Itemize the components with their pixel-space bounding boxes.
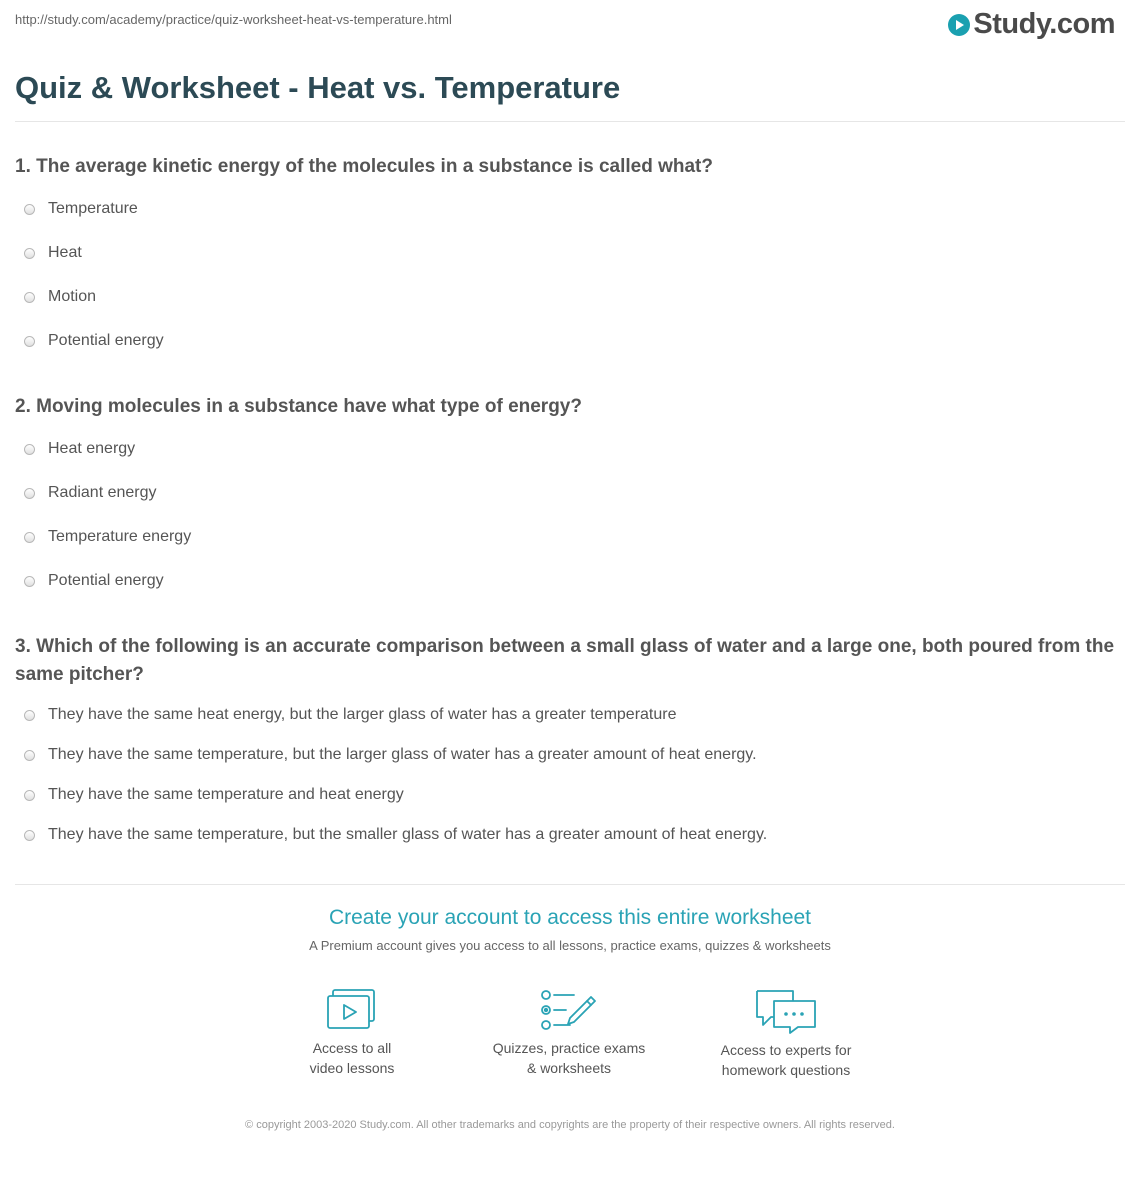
chat-bubbles-icon (754, 988, 818, 1034)
title-divider (15, 121, 1125, 122)
radio-button[interactable] (24, 488, 35, 499)
answer-option[interactable]: Heat energy (24, 440, 135, 458)
answer-option[interactable]: Temperature (24, 200, 138, 218)
feature-label: Access to all video lessons (309, 1040, 395, 1076)
radio-button[interactable] (24, 576, 35, 587)
question-text: 3. Which of the following is an accurate comparison between a small glass of water and a large one, both poured from the same pitcher? (15, 636, 1115, 685)
answer-option[interactable]: They have the same temperature and heat energy (24, 786, 404, 804)
radio-button[interactable] (24, 532, 35, 543)
answer-option[interactable]: Temperature energy (24, 528, 191, 546)
radio-button[interactable] (24, 248, 35, 259)
copyright-notice: © copyright 2003-2020 Study.com. All other trademarks and copyrights are the property of their respective owners. All rights reserved. (245, 1119, 895, 1131)
question-text: 2. Moving molecules in a substance have what type of energy? (15, 396, 582, 417)
create-account-link[interactable]: Create your account to access this entire worksheet (328, 906, 812, 929)
answer-option[interactable]: Radiant energy (24, 484, 157, 502)
page-title: Quiz & Worksheet - Heat vs. Temperature (15, 70, 621, 105)
answer-option[interactable]: Motion (24, 288, 96, 306)
feature-quizzes (469, 988, 669, 1078)
premium-description: A Premium account gives you access to all lessons, practice exams, quizzes & worksheets (309, 938, 831, 953)
feature-video-lessons (252, 988, 452, 1078)
answer-option[interactable]: They have the same temperature, but the smaller glass of water has a greater amount of heat energy. (24, 826, 767, 844)
feature-label: Access to experts for homework questions (720, 1042, 852, 1078)
feature-experts (686, 988, 886, 1080)
radio-button[interactable] (24, 750, 35, 761)
radio-button[interactable] (24, 292, 35, 303)
radio-button[interactable] (24, 204, 35, 215)
answer-option[interactable]: Heat (24, 244, 82, 262)
answer-option[interactable]: They have the same temperature, but the larger glass of water has a greater amount of heat energy. (24, 746, 757, 764)
video-lessons-icon (326, 988, 378, 1032)
radio-button[interactable] (24, 444, 35, 455)
play-logo-icon (948, 14, 970, 36)
question-text: 1. The average kinetic energy of the molecules in a substance is called what? (15, 156, 713, 177)
study-logo[interactable] (948, 8, 1115, 41)
answer-option[interactable]: Potential energy (24, 332, 164, 350)
answer-option[interactable]: They have the same heat energy, but the larger glass of water has a greater temperature (24, 706, 677, 724)
url-bar: http://study.com/academy/practice/quiz-worksheet-heat-vs-temperature.html (15, 12, 452, 27)
radio-button[interactable] (24, 710, 35, 721)
feature-label: Quizzes, practice exams & worksheets (492, 1040, 646, 1076)
logo-text: Study.com (973, 8, 1115, 40)
answer-option[interactable]: Potential energy (24, 572, 164, 590)
cta-divider (15, 884, 1125, 885)
radio-button[interactable] (24, 336, 35, 347)
quiz-checklist-icon (540, 988, 598, 1032)
radio-button[interactable] (24, 790, 35, 801)
radio-button[interactable] (24, 830, 35, 841)
